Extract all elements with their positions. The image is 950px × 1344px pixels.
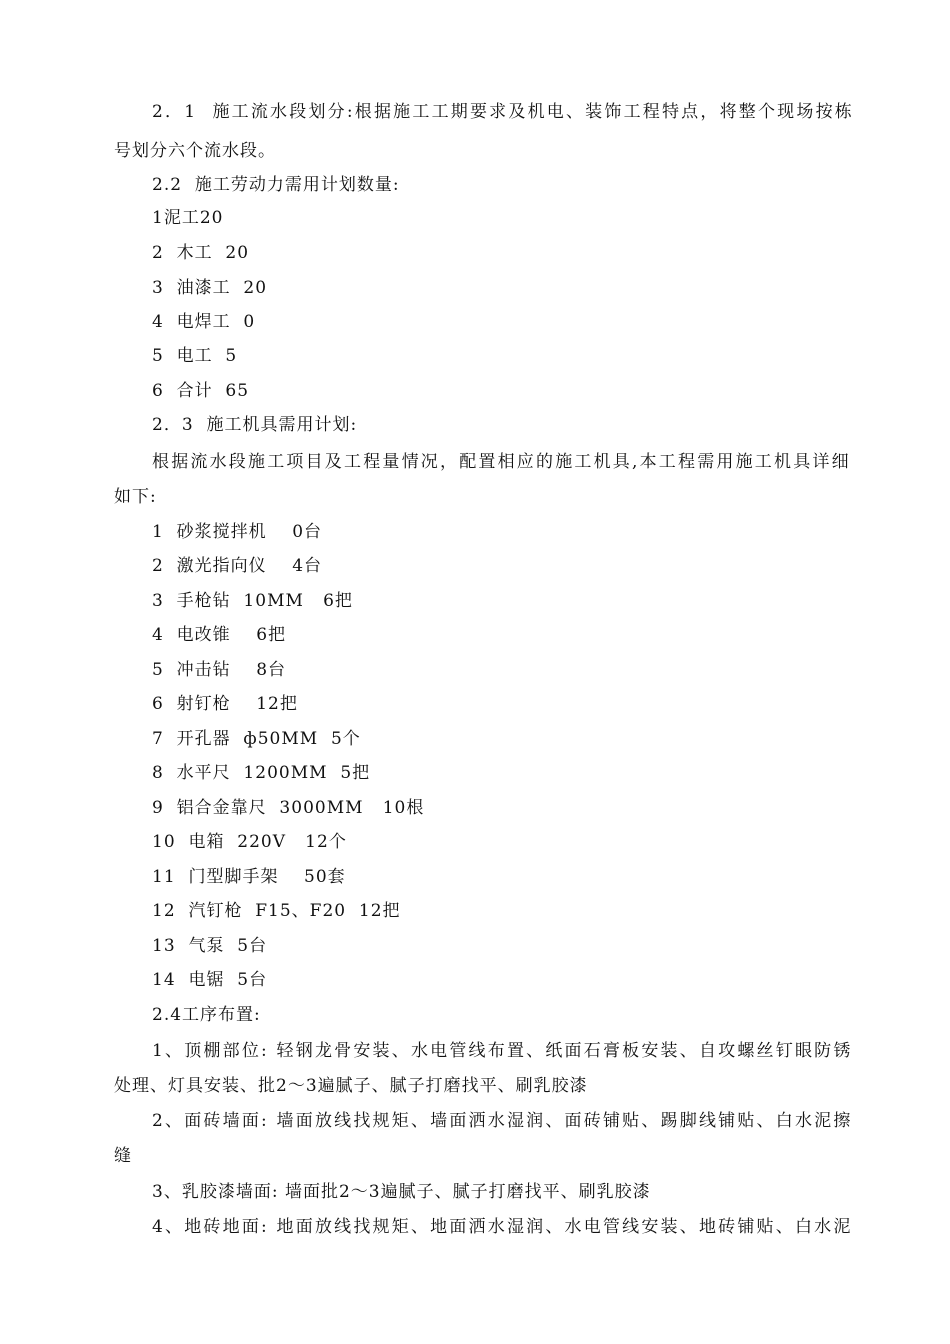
section-2-3-heading: 2．3 施工机具需用计划: [152, 415, 358, 435]
labor-item-5: 5 电工 5 [152, 346, 238, 366]
process-4-line-1: 4、地砖地面: 地面放线找规矩、地面洒水湿润、水电管线安装、地砖铺贴、白水泥 [152, 1217, 853, 1237]
process-1-line-1: 1、顶棚部位: 轻钢龙骨安装、水电管线布置、纸面石膏板安装、自攻螺丝钉眼防锈 [152, 1041, 853, 1061]
labor-item-1: 1泥工20 [152, 208, 224, 228]
section-2-2-heading: 2.2 施工劳动力需用计划数量: [152, 175, 400, 195]
equipment-item-13: 13 气泵 5台 [152, 936, 268, 956]
process-1-line-2: 处理、灯具安装、批2～3遍腻子、腻子打磨找平、刷乳胶漆 [114, 1076, 588, 1096]
section-2-1-line-2: 号划分六个流水段。 [114, 141, 276, 161]
equipment-item-8: 8 水平尺 1200MM 5把 [152, 763, 371, 783]
equipment-item-12: 12 汽钉枪 F15、F20 12把 [152, 901, 401, 921]
equipment-item-2: 2 激光指向仪 4台 [152, 556, 323, 576]
section-2-3-intro-line-2: 如下: [114, 487, 157, 507]
labor-item-6: 6 合计 65 [152, 381, 250, 401]
section-2-1-line-1: 2．1 施工流水段划分:根据施工工期要求及机电、装饰工程特点，将整个现场按栋 [152, 102, 854, 122]
labor-item-2: 2 木工 20 [152, 243, 250, 263]
equipment-item-4: 4 电改锥 6把 [152, 625, 287, 645]
labor-item-4: 4 电焊工 0 [152, 312, 256, 332]
equipment-item-9: 9 铝合金靠尺 3000MM 10根 [152, 798, 425, 818]
equipment-item-7: 7 开孔器 ф50MM 5个 [152, 729, 361, 749]
process-2-line-2: 缝 [114, 1146, 132, 1166]
labor-item-3: 3 油漆工 20 [152, 278, 268, 298]
equipment-item-1: 1 砂浆搅拌机 0台 [152, 522, 323, 542]
equipment-item-10: 10 电箱 220V 12个 [152, 832, 347, 852]
section-2-3-intro-line-1: 根据流水段施工项目及工程量情况，配置相应的施工机具,本工程需用施工机具详细 [152, 452, 851, 472]
equipment-item-3: 3 手枪钻 10MM 6把 [152, 591, 353, 611]
section-2-4-heading: 2.4工序布置: [152, 1005, 261, 1025]
equipment-item-5: 5 冲击钻 8台 [152, 660, 287, 680]
equipment-item-6: 6 射钉枪 12把 [152, 694, 298, 714]
equipment-item-11: 11 门型脚手架 50套 [152, 867, 346, 887]
process-3-line-1: 3、乳胶漆墙面: 墙面批2～3遍腻子、腻子打磨找平、刷乳胶漆 [152, 1182, 651, 1202]
equipment-item-14: 14 电锯 5台 [152, 970, 268, 990]
process-2-line-1: 2、面砖墙面: 墙面放线找规矩、墙面洒水湿润、面砖铺贴、踢脚线铺贴、白水泥擦 [152, 1111, 853, 1131]
